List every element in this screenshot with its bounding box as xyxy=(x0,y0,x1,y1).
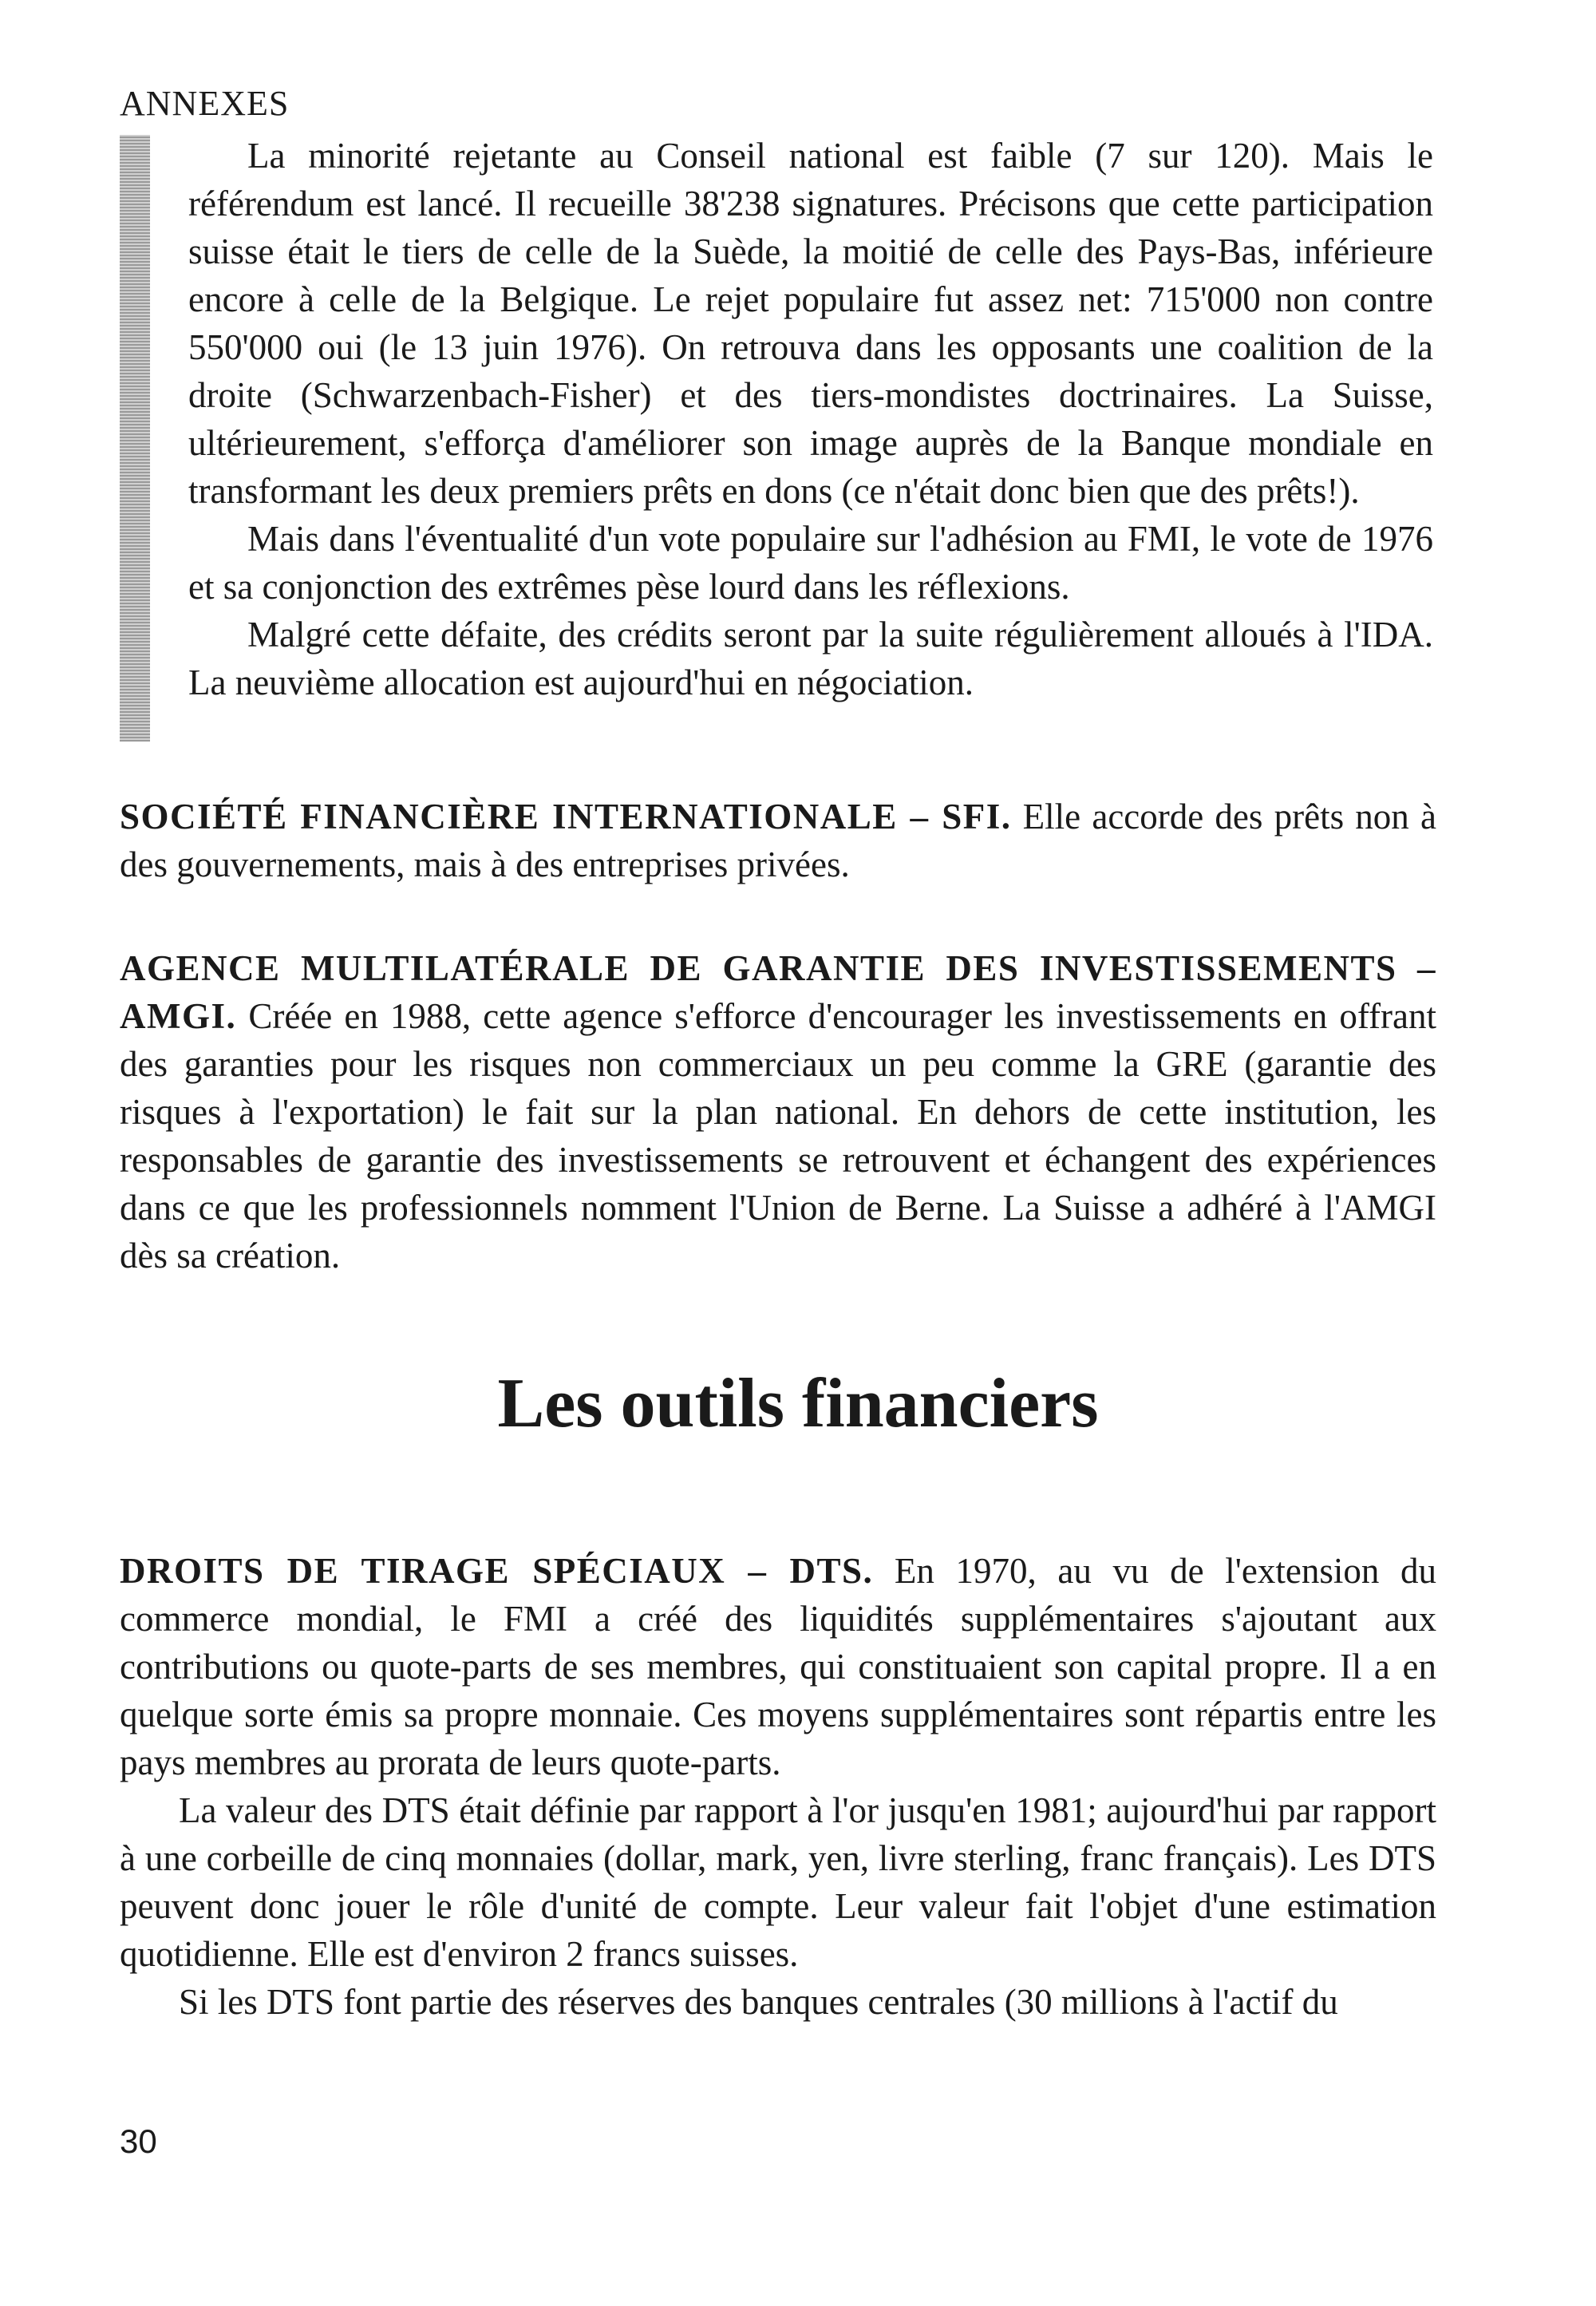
entry-term: AGENCE MULTILATÉRALE DE GARANTIE DES INVESTISSEMENTS – AMGI. xyxy=(120,948,1436,1036)
entry-sfi xyxy=(120,793,1436,888)
running-head: ANNEXES xyxy=(120,84,290,123)
entry-paragraph xyxy=(120,793,1436,888)
entry-text: En 1970, au vu de l'extension du commerce mondial, le FMI a créé des liquidités supplémentaires s'ajoutant aux contributions ou quote-parts de ses membres, qui constituaient son capital propre. Il a en quelque sorte émis sa propre monnaie. Ces moyens supplémentaires sont répartis entre les pays membres au prorata de leurs quote-parts. xyxy=(120,1551,1436,1782)
dts-paragraph: La valeur des DTS était définie par rapport à l'or jusqu'en 1981; aujourd'hui par rapport à une corbeille de cinq monnaies (dollar, mark, yen, livre sterling, franc français). Les DTS peuvent donc jouer le rôle d'unité de compte. Leur valeur fait l'objet d'une estimation quotidienne. Elle est d'environ 2 francs suisses. xyxy=(120,1790,1436,1974)
boxed-paragraph: Malgré cette défaite, des crédits seront par la suite régulièrement alloués à l'IDA. La neuvième allocation est aujourd'hui en négociation. xyxy=(188,615,1433,702)
entry-term: DROITS DE TIRAGE SPÉCIAUX – DTS. xyxy=(120,1551,874,1591)
entry-amgi xyxy=(120,944,1436,1280)
shaded-margin-bar xyxy=(120,135,150,742)
boxed-paragraph: Mais dans l'éventualité d'un vote populaire sur l'adhésion au FMI, le vote de 1976 et sa conjonction des extrêmes pèse lourd dans les réflexions. xyxy=(188,519,1433,607)
entry-paragraph xyxy=(120,1547,1436,1786)
entry-paragraph xyxy=(120,944,1436,1280)
boxed-paragraph: La minorité rejetante au Conseil national est faible (7 sur 120). Mais le référendum est lancé. Il recueille 38'238 signatures. Précisons que cette participation suisse était le tiers de celle de la Suède, la moitié de celle des Pays-Bas, inférieure encore à celle de la Belgique. Le rejet populaire fut assez net: 715'000 non contre 550'000 oui (le 13 juin 1976). On retrouva dans les opposants une coalition de la droite (Schwarzenbach-Fisher) et des tiers-mondistes doctrinaires. La Suisse, ultérieurement, s'efforça d'améliorer son image auprès de la Banque mondiale en transformant les deux premiers prêts en dons (ce n'était donc bien que des prêts!). xyxy=(188,136,1433,511)
section-title: Les outils financiers xyxy=(497,1365,1099,1442)
boxed-note-text xyxy=(188,132,1433,706)
page-number: 30 xyxy=(120,2122,157,2160)
entry-term: SOCIÉTÉ FINANCIÈRE INTERNATIONALE – SFI. xyxy=(120,797,1012,837)
entry-text: Elle accorde des prêts non à des gouvernements, mais à des entreprises privées. xyxy=(120,797,1436,884)
entry-text: Créée en 1988, cette agence s'efforce d'encourager les investissements en offrant des garanties pour les risques non commerciaux un peu comme la GRE (garantie des risques à l'exportation) le fait sur la plan national. En dehors de cette institution, les responsables de garantie des investissements se retrouvent et échangent des expériences dans ce que les professionnels nomment l'Union de Berne. La Suisse a adhéré à l'AMGI dès sa création. xyxy=(120,996,1436,1276)
dts-paragraph: Si les DTS font partie des réserves des banques centrales (30 millions à l'actif du xyxy=(179,1982,1338,2022)
entry-dts xyxy=(120,1547,1436,2026)
